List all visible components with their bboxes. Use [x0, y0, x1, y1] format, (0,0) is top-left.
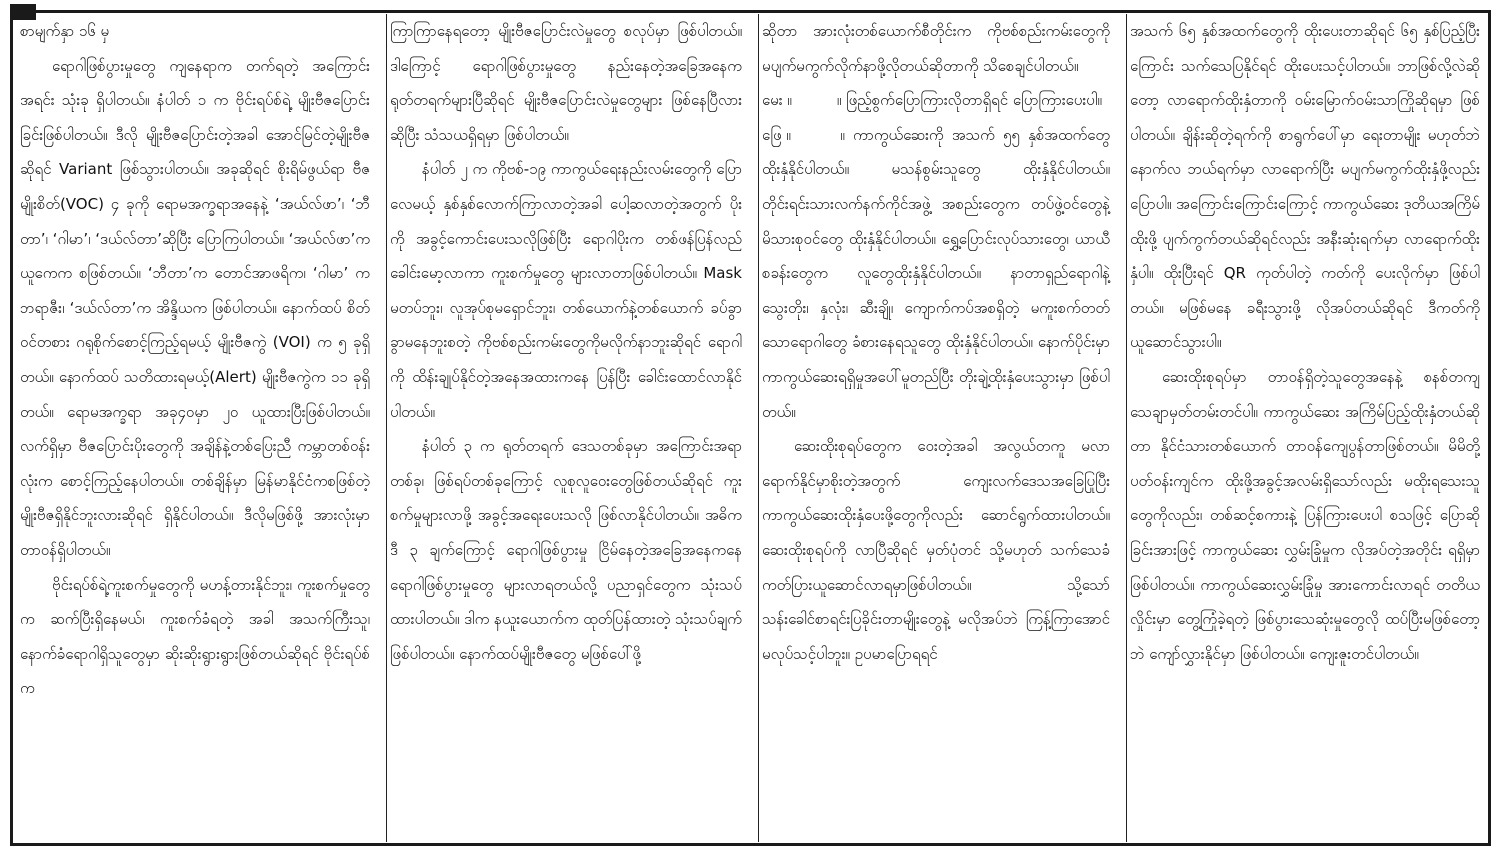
paragraph: ဗိုင်းရပ်စ်ရဲ့ကူးစက်မှုတွေကို မဟန့်တားနိုင်ဘူး၊ ကူးစက်မှုတွေက ဆက်ပြီးရှိနေမယ်၊ ကူးစက်ခံရတဲ့ အခါ အသက်ကြီးသူ၊ နောက်ခံရောဂါရှိသူတွေမှာ ဆိုးဆိုးရွားရွားဖြစ်တယ်ဆိုရင် ဗိုင်းရပ်စ်က: [20, 575, 370, 698]
question-text: ဖြည့်စွက်ပြောကြားလိုတာရှိရင် ပြောကြားပေးပါ။: [846, 91, 1102, 110]
column-1: [16, 14, 378, 842]
paragraph: ဆိုတာ အားလုံးတစ်ယောက်စီတိုင်းက ကိုဗစ်စည်းကမ်းတွေကို မပျက်မကွက်လိုက်နာဖို့လိုတယ်ဆိုတာကို သိစေချင်ပါတယ်။: [762, 22, 1110, 75]
paragraph: အသက် ၆၅ နှစ်အထက်တွေကို ထိုးပေးတာဆိုရင် ၆၅ နှစ်ပြည့်ပြီးကြောင်း သက်သေပြနိုင်ရင် ထိုးပေးသင့်ပါတယ်။ ဘာဖြစ်လို့လဲဆိုတော့ လာရောက်ထိုးနှံတာကို ဝမ်းမြောက်ဝမ်းသာကြိုဆိုရမှာ ဖြစ်ပါတယ်။ ချိန်းဆိုတဲ့ရက်ကို စာရွက်ပေါ်မှာ ရေးတာမျိုး မဟုတ်ဘဲ နောက်လ ဘယ်ရက်မှာ လာရောက်ပြီး မပျက်မကွက်ထိုးနှံဖို့လည်းပြောပါ။ အကြောင်းကြောင်းကြောင့် ကာကွယ်ဆေး ဒုတိယအကြိမ်ထိုးဖို့ ပျက်ကွက်တယ်ဆိုရင်လည်း အနီးဆုံးရက်မှာ လာရောက်ထိုးနှံပါ။ ထိုးပြီးရင် QR ကုတ်ပါတဲ့ ကတ်ကို ပေးလိုက်မှာ ဖြစ်ပါတယ်။ မဖြစ်မနေ ခရီးသွားဖို့ လိုအပ်တယ်ဆိုရင် ဒီကတ်ကိုယူဆောင်သွားပါ။: [1130, 22, 1480, 352]
paragraph: ဆေးထိုးစုရပ်မှာ တာဝန်ရှိတဲ့သူတွေအနေနဲ့ စနစ်တကျသေချာမှတ်တမ်းတင်ပါ။ ကာကွယ်ဆေး အကြိမ်ပြည့်ထိုးနှံတယ်ဆိုတာ နိုင်ငံသားတစ်ယောက် တာဝန်ကျေပွန်တာဖြစ်တယ်။ မိမိတို့ ပတ်ဝန်းကျင်က ထိုးဖို့အခွင့်အလမ်းရှိသော်လည်း မထိုးရသေးသူတွေကိုလည်း၊ တစ်ဆင့်စကားနဲ့ ပြန်ကြားပေးပါ စသဖြင့် ပြောဆိုခြင်းအားဖြင့် ကာကွယ်ဆေး လွှမ်းခြုံမှုက လိုအပ်တဲ့အတိုင်း ရရှိမှာဖြစ်ပါတယ်။ ကာကွယ်ဆေးလွှမ်းခြုံမှု အားကောင်းလာရင် တတိယလှိုင်းမှာ တွေ့ကြုံခဲ့ရတဲ့ ဖြစ်ပွားသေဆုံးမှုတွေလို ထပ်ပြီးမဖြစ်တော့ဘဲ ကျော်လွှားနိုင်မှာ ဖြစ်ပါတယ်။ ကျေးဇူးတင်ပါတယ်။: [1130, 367, 1480, 663]
question-label: မေး ။: [762, 91, 792, 110]
paragraph: ဆေးထိုးစုရပ်တွေက ဝေးတဲ့အခါ အလွယ်တကူ မလာရောက်နိုင်မှာစိုးတဲ့အတွက် ကျေးလက်ဒေသအခြေပြုပြီး ကာကွယ်ဆေးထိုးနှံပေးဖို့တွေကိုလည်း ဆောင်ရွက်ထားပါတယ်။ ဆေးထိုးစုရပ်ကို လာပြီဆိုရင် မှတ်ပုံတင် သို့မဟုတ် သက်သေခံကတ်ပြားယူဆောင်လာရမှာဖြစ်ပါတယ်။ သို့သော် သန်းခေါင်စာရင်းပြခိုင်းတာမျိုးတွေနဲ့ မလိုအပ်ဘဲ ကြန့်ကြာအောင် မလုပ်သင့်ပါဘူး။ ဥပမာပြောရရင်: [762, 437, 1110, 663]
paragraph: ရောဂါဖြစ်ပွားမှုတွေ ကျနေရာက တက်ရတဲ့ အကြောင်းအရင်း သုံးခု ရှိပါတယ်။ နံပါတ် ၁ က ဗိုင်းရပ်စ်ရဲ့ မျိုးဗီဇပြောင်းခြင်းဖြစ်ပါတယ်။ ဒီလို မျိုးဗီဇပြောင်းတဲ့အခါ အောင်မြင်တဲ့မျိုးဗီဇဆိုရင် Variant ဖြစ်သွားပါတယ်။ အခုဆိုရင် စိုးရိမ်ဖွယ်ရာ ဗီဇမျိုးစိတ်(VOC) ၄ ခုကို ရောမအက္ခရာအနေနဲ့ ‘အယ်လ်ဖာ’၊ ‘ဘီတာ’၊ ‘ဂါမာ’၊ ‘ဒယ်လ်တာ’ဆိုပြီး ပြောကြပါတယ်။ ‘အယ်လ်ဖာ’က ယူကေက စဖြစ်တယ်။ ‘ဘီတာ’က တောင်အာဖရိက၊ ‘ဂါမာ’ က ဘရာဇီး၊ ‘ဒယ်လ်တာ’က အိန္ဒိယက ဖြစ်ပါတယ်။ နောက်ထပ် စိတ်ဝင်တစား ဂရုစိုက်စောင့်ကြည့်ရမယ့် မျိုးဗီဇကွဲ (VOI) က ၅ ခုရှိတယ်။ နောက်ထပ် သတိထားရမယ့်(Alert) မျိုးဗီဇကွဲက ၁၁ ခုရှိတယ်။ ရောမအက္ခရာ အခု၄၀မှာ ၂၀ ယူထားပြီးဖြစ်ပါတယ်။ လက်ရှိမှာ ဗီဇပြောင်းပိုးတွေကို အချိန်နဲ့တစ်ပြေးညီ ကမ္ဘာတစ်ဝန်းလုံးက စောင့်ကြည့်နေပါတယ်။ တစ်ချိန်မှာ မြန်မာနိုင်ငံကစဖြစ်တဲ့ မျိုးဗီဇရှိနိုင်ဘူးလားဆိုရင် ရှိနိုင်ပါတယ်။ ဒီလိုမဖြစ်ဖို့ အားလုံးမှာ တာဝန်ရှိပါတယ်။: [20, 56, 371, 559]
paragraph: နံပါတ် ၃ က ရုတ်တရက် ဒေသတစ်ခုမှာ အကြောင်းအရာတစ်ခု၊ ဖြစ်ရပ်တစ်ခုကြောင့် လူစုလူဝေးတွေဖြစ်တယ်ဆိုရင် ကူးစက်မှုများလာဖို့ အခွင့်အရေးပေးသလို ဖြစ်လာနိုင်ပါတယ်။ အဓိက ဒီ ၃ ချက်ကြောင့် ရောဂါဖြစ်ပွားမှု ငြိမ်နေတဲ့အခြေအနေကနေ ရောဂါဖြစ်ပွားမှုတွေ များလာရတယ်လို့ ပညာရှင်တွေက သုံးသပ်ထားပါတယ်။ ဒါက နယူးယောက်က ထုတ်ပြန်ထားတဲ့ သုံးသပ်ချက်ဖြစ်ပါတယ်။ နောက်ထပ်မျိုးဗီဇတွေ မဖြစ်ပေါ်ဖို့: [390, 437, 742, 663]
paragraph: နံပါတ် ၂ က ကိုဗစ်-၁၉ ကာကွယ်ရေးနည်းလမ်းတွေကို ပြောလေမယ့် နှစ်နှစ်လောက်ကြာလာတဲ့အခါ ပေါ့ဆလာတဲ့အတွက် ပိုးကို အခွင့်ကောင်းပေးသလိုဖြစ်ပြီး ရောဂါပိုးက တစ်ဖန်ပြန်လည်ခေါင်းမော့လာကာ ကူးစက်မှုတွေ များလာတာဖြစ်ပါတယ်။ Mask မတပ်ဘူး၊ လူအုပ်စုမရှောင်ဘူး၊ တစ်ယောက်နဲ့တစ်ယောက် ခပ်ခွာခွာမနေဘူးစတဲ့ ကိုဗစ်စည်းကမ်းတွေကိုမလိုက်နာဘူးဆိုရင် ရောဂါကို ထိန်းချုပ်နိုင်တဲ့အနေအထားကနေ ပြန်ပြီး ခေါင်းထောင်လာနိုင်ပါတယ်။: [390, 160, 742, 421]
column-2: [378, 14, 750, 842]
continuation-marker: စာမျက်နှာ ၁၆ မှ: [20, 22, 110, 40]
answer-label: ဖြေ ။: [762, 125, 791, 144]
interview-answer: [762, 118, 1110, 429]
answer-text: ကာကွယ်ဆေးကို အသက် ၅၅ နှစ်အထက်တွေ ထိုးနှံနိုင်ပါတယ်။ မသန်စွမ်းသူတွေ ထိုးနှံနိုင်ပါတယ်။ တိုင်းရင်းသားလက်နက်ကိုင်အဖွဲ့ အစည်းတွေက တပ်ဖွဲ့ဝင်တွေနဲ့ မိသားစုဝင်တွေ ထိုးနှံနိုင်ပါတယ်။ ရွှေ့ပြောင်းလုပ်သားတွေ၊ ယာယီစခန်းတွေက လူတွေထိုးနှံနိုင်ပါတယ်။ နာတာရှည်ရောဂါနဲ့ သွေးတိုး၊ နှလုံး၊ ဆီးချို၊ ကျောက်ကပ်အစရှိတဲ့ မကူးစက်တတ်သောရောဂါတွေ ခံစားနေရသူတွေ ထိုးနှံနိုင်ပါတယ်။ နောက်ပိုင်းမှာ ကာကွယ်ဆေးရရှိမှုအပေါ်မူတည်ပြီး တိုးချဲ့ထိုးနှံပေးသွားမှာ ဖြစ်ပါတယ်။: [762, 125, 1110, 421]
column-3: [750, 14, 1118, 842]
paragraph: ကြာကြာနေရတော့ မျိုးဗီဇပြောင်းလဲမှုတွေ စလုပ်မှာ ဖြစ်ပါတယ်။ ဒါကြောင့် ရောဂါဖြစ်ပွားမှုတွေ နည်းနေတဲ့အခြေအနေက ရုတ်တရက်များပြီဆိုရင် မျိုးဗီဇပြောင်းလဲမှုတွေများ ဖြစ်နေပြီလားဆိုပြီး သံသယရှိရမှာ ဖြစ်ပါတယ်။: [390, 22, 742, 144]
interview-question: [762, 83, 1110, 118]
answer-separator: ။: [840, 125, 845, 144]
question-separator: ။: [836, 91, 842, 110]
column-4: [1118, 14, 1486, 842]
article-columns: [16, 14, 1486, 842]
